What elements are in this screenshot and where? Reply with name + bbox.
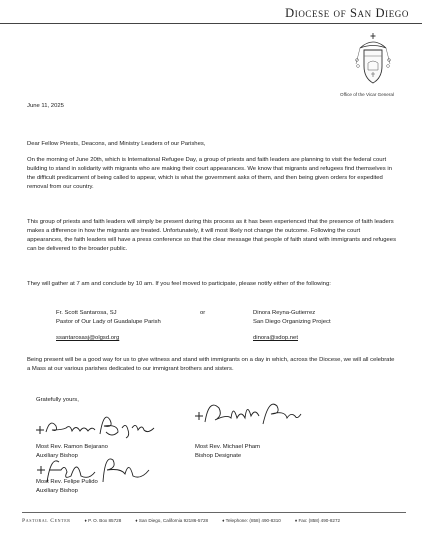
- contact-title: Pastor of Our Lady of Guadalupe Parish: [56, 318, 161, 325]
- paragraph-4: Being present will be a good way for us to give witness and stand with immigrants on a day in which, across the Diocese, we will all celebrate a Mass at our various parishes dedicated to our immigrant brothers and sisters.: [27, 357, 395, 372]
- contact-title: San Diego Organizing Project: [253, 318, 331, 325]
- paragraph-1: On the morning of June 20th, which is International Refugee Day, a group of priests and faith leaders are planning to visit the federal court building to stand in solidarity with migrants who are making their court appearances. We know that migrants and refugees find themselves in the difficult predicament of being called to appear, which is what the government asks of them, and then being given orders for expedited removal from our country.: [27, 157, 392, 190]
- contact-reyna-gutierrez: [253, 309, 331, 343]
- diocese-coat-of-arms-icon: [352, 30, 394, 88]
- footer-fax: ♦ Fax: (858) 490-8272: [294, 518, 341, 523]
- footer: [22, 518, 406, 524]
- contact-email-link[interactable]: dinora@sdop.net: [253, 334, 298, 341]
- contact-santarosa: [56, 309, 161, 343]
- footer-telephone: ♦ Telephone: (858) 490-8310: [222, 518, 281, 523]
- signatory-title: Auxiliary Bishop: [36, 487, 78, 494]
- signatory-pulido: [36, 478, 98, 496]
- header-divider: [0, 23, 422, 24]
- signatory-title: Auxiliary Bishop: [36, 452, 78, 459]
- diocese-title: Diocese of San Diego: [285, 6, 409, 20]
- signatory-title: Bishop Designate: [195, 452, 242, 459]
- letter-date: June 11, 2025: [27, 103, 64, 109]
- signature-pham: [193, 394, 303, 428]
- or-label: or: [200, 310, 206, 316]
- signatory-pham: [195, 443, 260, 461]
- footer-fax-text: Fax: (858) 490-8272: [298, 518, 341, 523]
- signatory-name: Most Rev. Felipe Pulido: [36, 479, 98, 485]
- paragraph-3: They will gather at 7 am and conclude by 10 am. If you feel moved to participate, please notify either of the following:: [27, 281, 331, 287]
- paragraph-2: This group of priests and faith leaders will simply be present during this process as it has been experienced that the presence of faith leaders makes a difference in how the migrants are treated. Unfortunately, it will most likely not change the outcome. Following the court appearances, the faith leaders will have a press conference so that the clear message that people of faith stand with immigrants and refugees can be delivered to the broader public.: [27, 219, 397, 252]
- footer-center-name: Pastoral Center: [22, 518, 71, 524]
- salutation: Dear Fellow Priests, Deacons, and Ministry Leaders of our Parishes,: [27, 141, 206, 147]
- footer-po-box: ♦ P. O. Box 85728: [84, 518, 122, 523]
- signature-bejarano: [32, 404, 160, 440]
- signatory-name: Most Rev. Michael Pham: [195, 444, 261, 450]
- footer-address-text: San Diego, California 92186-5728: [138, 518, 209, 523]
- footer-po-box-text: P. O. Box 85728: [88, 518, 122, 523]
- contact-name: Dinora Reyna-Gutierrez: [253, 310, 316, 316]
- closing: Gratefully yours,: [36, 397, 79, 403]
- contact-email-link[interactable]: ssantarosasj@olgsd.org: [56, 334, 120, 341]
- footer-address: ♦ San Diego, California 92186-5728: [135, 518, 209, 523]
- contact-name: Fr. Scott Santarosa, SJ: [56, 310, 117, 316]
- office-caption: Office of the Vicar General: [340, 92, 394, 97]
- signatory-name: Most Rev. Ramon Bejarano: [36, 444, 108, 450]
- signatory-bejarano: [36, 443, 108, 461]
- footer-telephone-text: Telephone: (858) 490-8310: [225, 518, 281, 523]
- footer-divider: [22, 512, 406, 513]
